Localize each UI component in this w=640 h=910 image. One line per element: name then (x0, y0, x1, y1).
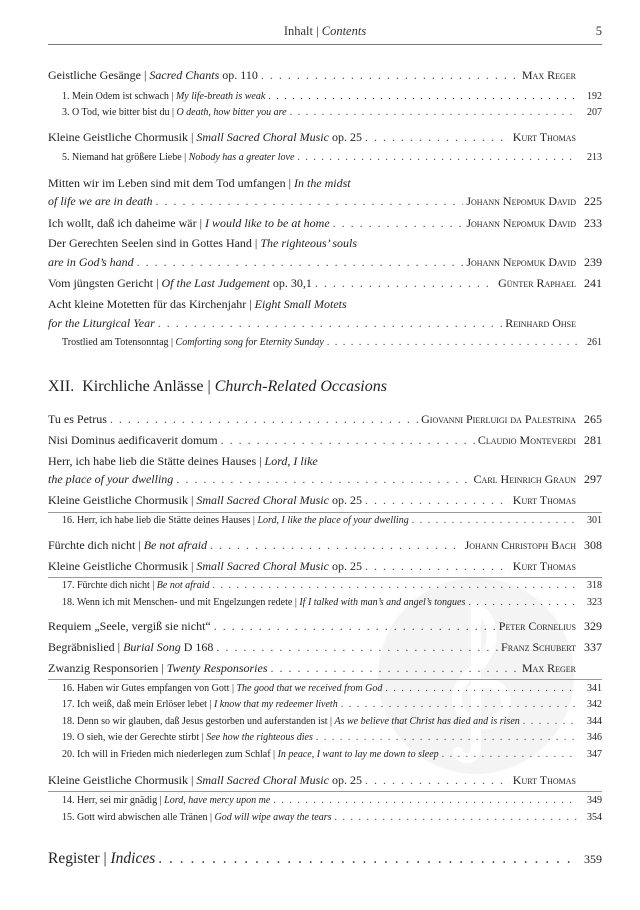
toc-subentry[interactable]: 15. Gott wird abwischen alle Tränen | God will wipe away the tears . . . 354 (48, 812, 602, 823)
page-number: 207 (587, 107, 602, 118)
toc-entry-line1: Herr, ich habe lieb die Stätte deines Hauses | Lord, I like (48, 454, 318, 468)
header-page-number: 5 (595, 24, 602, 38)
toc-subentry[interactable]: 18. Denn so wir glauben, daß Jesus gestorben und auferstanden ist | As we believe that Christ has died and is risen . . . 344 (48, 716, 602, 727)
toc-subentry[interactable]: 3. O Tod, wie bitter bist du | O death, how bitter you are . . . 207 (48, 107, 602, 118)
page-number: 344 (587, 716, 602, 727)
composer: Max Reger (521, 68, 576, 82)
header-title: Inhalt | Contents (283, 24, 367, 38)
toc-subentry[interactable]: 17. Ich weiß, daß mein Erlöser lebet | I know that my redeemer liveth . . . 342 (48, 699, 602, 710)
divider (48, 577, 602, 578)
composer: Kurt Thomas (512, 130, 576, 144)
toc-subentry[interactable]: 18. Wenn ich mit Menschen- und mit Engelzungen redete | If I talked with man’s and angel’s tongues . . . 323 (48, 597, 602, 608)
toc-entry[interactable]: Vom jüngsten Gericht | Of the Last Judgement op. 30,1 . . . Günter Raphael 241 (48, 276, 602, 291)
toc-entry[interactable]: Kleine Geistliche Chormusik | Small Sacred Choral Music op. 25 . . . Kurt Thomas (48, 130, 602, 145)
page-number: 359 (584, 852, 602, 866)
divider (48, 679, 602, 680)
toc-entry[interactable]: Kleine Geistliche Chormusik | Small Sacred Choral Music op. 25 . . . Kurt Thomas (48, 773, 602, 788)
toc-entry[interactable]: Kleine Geistliche Chormusik | Small Sacred Choral Music op. 25 . . . Kurt Thomas (48, 493, 602, 508)
running-header (48, 22, 602, 45)
toc-entry[interactable]: of life we are in death . . . Johann Nepomuk David 225 (48, 194, 602, 209)
page-number: 261 (587, 337, 602, 348)
page-number: 329 (584, 619, 602, 633)
composer: Giovanni Pierluigi da Palestrina (421, 412, 576, 426)
toc-entry[interactable]: Requiem „Seele, vergiß sie nicht“ . . . Peter Cornelius 329 (48, 619, 602, 634)
composer: Johann Christoph Bach (464, 538, 576, 552)
composer: Kurt Thomas (512, 773, 576, 787)
toc-subentry[interactable]: 16. Haben wir Gutes empfangen von Gott | The good that we received from God . . . 341 (48, 683, 602, 694)
toc-entry-line1: Der Gerechten Seelen sind in Gottes Hand | The righteous’ souls (48, 236, 358, 250)
toc-subentry[interactable]: 5. Niemand hat größere Liebe | Nobody has a greater love . . . 213 (48, 152, 602, 163)
page-number: 342 (587, 699, 602, 710)
toc-entry-line1: Mitten wir im Leben sind mit dem Tod umfangen | In the midst (48, 176, 351, 190)
composer: Johann Nepomuk David (466, 216, 576, 230)
toc-entry[interactable]: Begräbnislied | Burial Song D 168 . . . Franz Schubert 337 (48, 640, 602, 655)
composer: Kurt Thomas (512, 559, 576, 573)
toc-entry-line1: Acht kleine Motetten für das Kirchenjahr | Eight Small Motets (48, 297, 347, 311)
toc-entry[interactable]: Zwanzig Responsorien | Twenty Responsories . . . Max Reger (48, 661, 602, 676)
page-number: 233 (584, 216, 602, 230)
composer: Reinhard Ohse (505, 316, 576, 330)
toc-subentry[interactable]: Trostlied am Totensonntag | Comforting song for Eternity Sunday . . . 261 (48, 337, 602, 348)
composer: Claudio Monteverdi (477, 433, 576, 447)
composer: Max Reger (521, 661, 576, 675)
page-number: 225 (584, 194, 602, 208)
page-number: 323 (587, 597, 602, 608)
page-number: 239 (584, 255, 602, 269)
page-number: 346 (587, 732, 602, 743)
page-number: 192 (587, 91, 602, 102)
toc-entry[interactable]: Geistliche Gesänge | Sacred Chants op. 110 . . . Max Reger (48, 68, 602, 83)
composer: Kurt Thomas (512, 493, 576, 507)
toc-subentry[interactable]: 14. Herr, sei mir gnädig | Lord, have mercy upon me . . . 349 (48, 795, 602, 806)
composer: Günter Raphael (498, 276, 576, 290)
composer: Peter Cornelius (498, 619, 576, 633)
toc-subentry[interactable]: 20. Ich will in Frieden mich niederlegen zum Schlaf | In peace, I want to lay me down to sleep . . . 347 (48, 749, 602, 760)
page-number: 318 (587, 580, 602, 591)
composer: Johann Nepomuk David (466, 255, 576, 269)
toc-entry[interactable]: Tu es Petrus . . . Giovanni Pierluigi da Palestrina 265 (48, 412, 602, 427)
page-number: 337 (584, 640, 602, 654)
divider (48, 791, 602, 792)
page-number: 301 (587, 515, 602, 526)
toc-entry[interactable]: are in God’s hand . . . Johann Nepomuk David 239 (48, 255, 602, 270)
toc-subentry[interactable]: 16. Herr, ich habe lieb die Stätte deines Hauses | Lord, I like the place of your dwelling . . . 301 (48, 515, 602, 526)
divider (48, 512, 602, 513)
page-number: 349 (587, 795, 602, 806)
page-number: 281 (584, 433, 602, 447)
toc-entry[interactable]: Fürchte dich nicht | Be not afraid . . . Johann Christoph Bach 308 (48, 538, 602, 553)
page-number: 341 (587, 683, 602, 694)
page-number: 213 (587, 152, 602, 163)
toc-subentry[interactable]: 17. Fürchte dich nicht | Be not afraid . . . 318 (48, 580, 602, 591)
toc-entry[interactable]: Kleine Geistliche Chormusik | Small Sacred Choral Music op. 25 . . . Kurt Thomas (48, 559, 602, 574)
page-number: 241 (584, 276, 602, 290)
page-number: 308 (584, 538, 602, 552)
page-number: 347 (587, 749, 602, 760)
toc-entry[interactable]: Ich wollt, daß ich daheime wär | I would like to be at home . . . Johann Nepomuk David 233 (48, 216, 602, 231)
page-number: 265 (584, 412, 602, 426)
composer: Franz Schubert (501, 640, 576, 654)
toc-entry[interactable]: the place of your dwelling . . . Carl Heinrich Graun 297 (48, 472, 602, 487)
toc-register-entry[interactable]: Register | Indices . . . 359 (48, 850, 602, 868)
page-number: 354 (587, 812, 602, 823)
toc-subentry[interactable]: 1. Mein Odem ist schwach | My life-breath is weak . . . 192 (48, 91, 602, 102)
toc-entry[interactable]: Nisi Dominus aedificaverit domum . . . Claudio Monteverdi 281 (48, 433, 602, 448)
toc-subentry[interactable]: 19. O sieh, wie der Gerechte stirbt | See how the righteous dies . . . 346 (48, 732, 602, 743)
composer: Carl Heinrich Graun (473, 472, 576, 486)
page-number: 297 (584, 472, 602, 486)
toc-entry[interactable]: for the Liturgical Year . . . Reinhard Ohse (48, 316, 602, 331)
composer: Johann Nepomuk David (466, 194, 576, 208)
section-heading: XII. Kirchliche Anlässe | Church-Related Occasions (48, 378, 387, 395)
